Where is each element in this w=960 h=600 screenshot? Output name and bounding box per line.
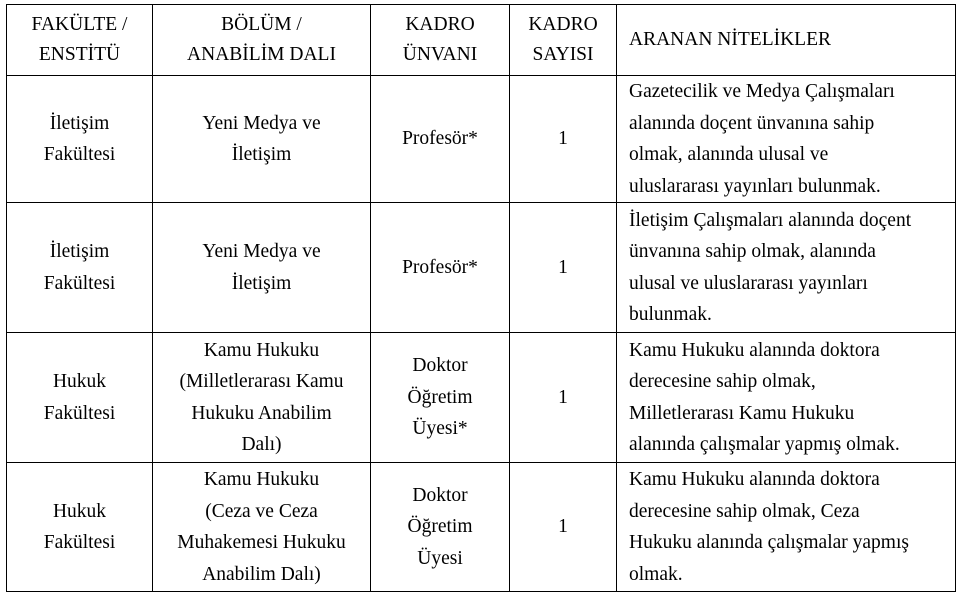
header-department: BÖLÜM / ANABİLİM DALI	[153, 5, 371, 76]
header-faculty: FAKÜLTE / ENSTİTÜ	[7, 5, 153, 76]
cell-qualifications: Kamu Hukuku alanında doktora derecesine sahip olmak, Ceza Hukuku alanında çalışmalar yapmış olmak.	[617, 463, 956, 592]
header-qualifications: ARANAN NİTELİKLER	[617, 5, 956, 76]
table-row	[7, 203, 956, 333]
cell-qualifications: Kamu Hukuku alanında doktora derecesine sahip olmak, Milletlerarası Kamu Hukuku alanında çalışmalar yapmış olmak.	[617, 333, 956, 463]
cell-position-title: Profesör*	[371, 203, 510, 333]
cell-faculty: Hukuk Fakültesi	[7, 333, 153, 463]
cell-faculty: İletişim Fakültesi	[7, 76, 153, 203]
cell-qualifications: İletişim Çalışmaları alanında doçent ünvanına sahip olmak, alanında ulusal ve uluslararası yayınları bulunmak.	[617, 203, 956, 333]
cell-position-count: 1	[510, 76, 617, 203]
header-position-title: KADRO ÜNVANI	[371, 5, 510, 76]
cell-department: Kamu Hukuku (Ceza ve Ceza Muhakemesi Hukuku Anabilim Dalı)	[153, 463, 371, 592]
cell-position-title: Doktor Öğretim Üyesi*	[371, 333, 510, 463]
positions-table	[6, 4, 956, 592]
table-row	[7, 333, 956, 463]
document-page	[6, 4, 956, 592]
cell-department: Kamu Hukuku (Milletlerarası Kamu Hukuku Anabilim Dalı)	[153, 333, 371, 463]
cell-position-title: Profesör*	[371, 76, 510, 203]
cell-department: Yeni Medya ve İletişim	[153, 203, 371, 333]
table-header-row	[7, 5, 956, 76]
cell-position-count: 1	[510, 463, 617, 592]
header-position-count: KADRO SAYISI	[510, 5, 617, 76]
cell-faculty: İletişim Fakültesi	[7, 203, 153, 333]
table-row	[7, 76, 956, 203]
table-row	[7, 463, 956, 592]
cell-faculty: Hukuk Fakültesi	[7, 463, 153, 592]
cell-position-title: Doktor Öğretim Üyesi	[371, 463, 510, 592]
cell-position-count: 1	[510, 203, 617, 333]
cell-position-count: 1	[510, 333, 617, 463]
cell-department: Yeni Medya ve İletişim	[153, 76, 371, 203]
cell-qualifications: Gazetecilik ve Medya Çalışmaları alanında doçent ünvanına sahip olmak, alanında ulusal ve uluslararası yayınları bulunmak.	[617, 76, 956, 203]
